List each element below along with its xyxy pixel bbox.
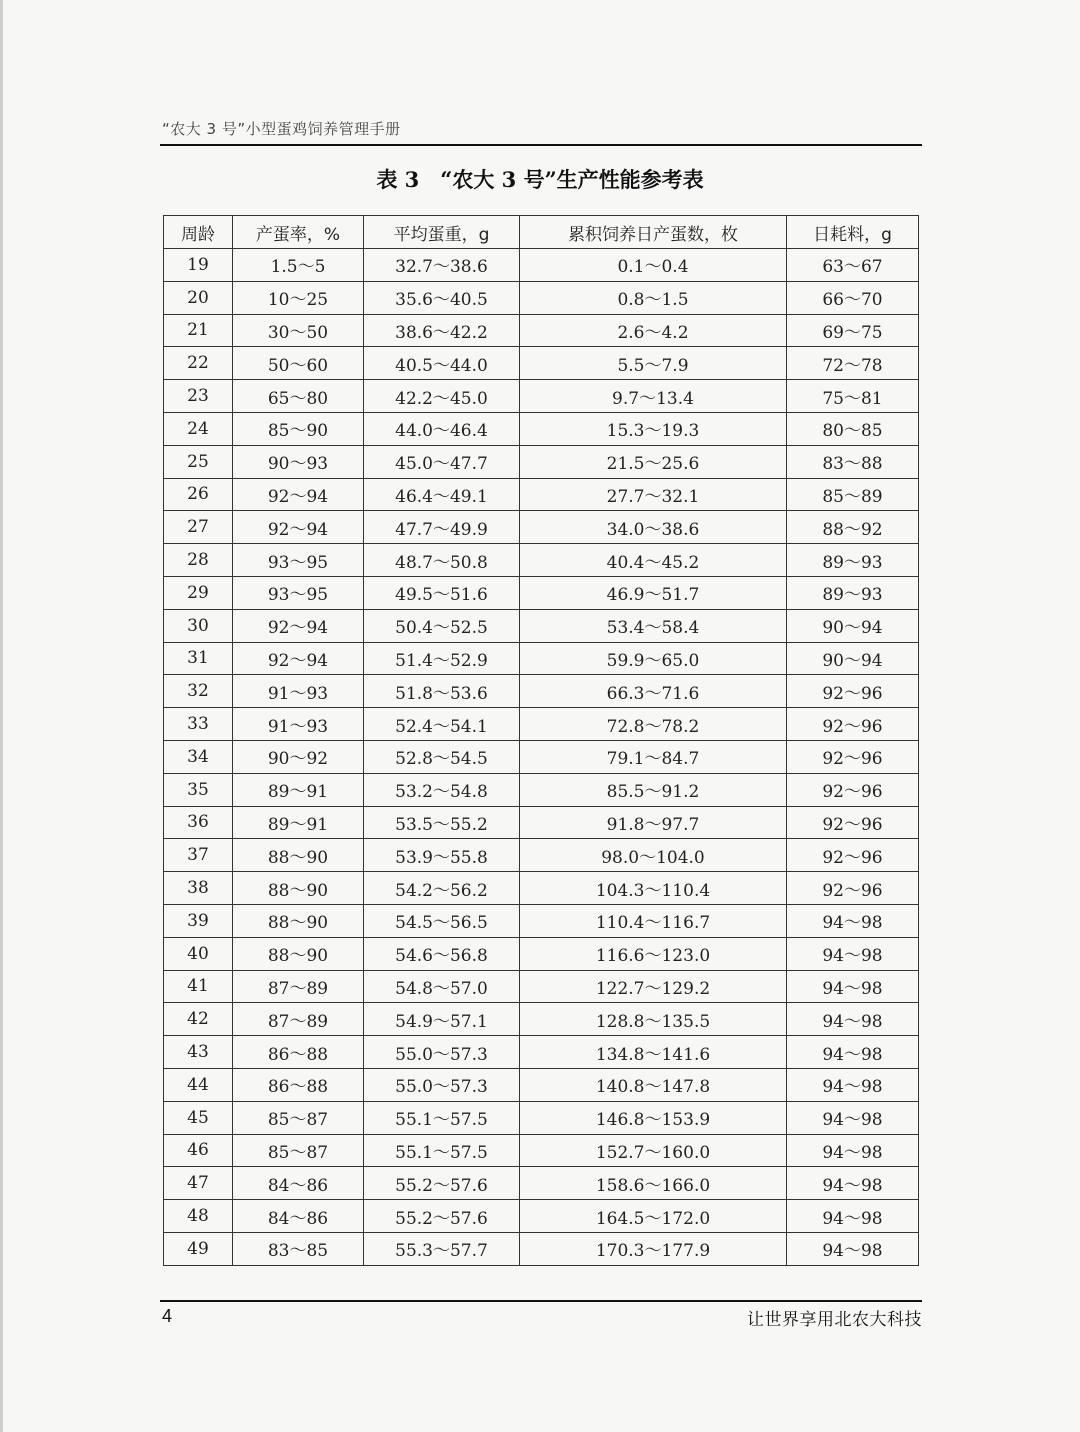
avg-egg-weight-cell: 55.2～57.6 — [364, 1167, 520, 1200]
daily-feed-cell: 94～98 — [787, 1101, 919, 1134]
laying-rate-cell: 90～92 — [233, 740, 364, 773]
footer-slogan: 让世界享用北农大科技 — [747, 1310, 922, 1330]
laying-rate-cell: 30～50 — [233, 314, 364, 347]
table-row — [164, 347, 919, 380]
daily-feed-cell: 94～98 — [787, 937, 919, 970]
table-row — [164, 1003, 919, 1036]
cumulative-eggs-cell: 85.5～91.2 — [520, 773, 787, 806]
laying-rate-cell: 65～80 — [233, 380, 364, 413]
laying-rate-cell: 10～25 — [233, 281, 364, 314]
laying-rate-cell: 88～90 — [233, 839, 364, 872]
laying-rate-cell: 88～90 — [233, 904, 364, 937]
avg-egg-weight-cell: 54.6～56.8 — [364, 937, 520, 970]
week-age-cell: 22 — [164, 347, 233, 380]
avg-egg-weight-cell: 47.7～49.9 — [364, 511, 520, 544]
table-row — [164, 314, 919, 347]
laying-rate-cell: 92～94 — [233, 642, 364, 675]
footer-rule — [160, 1300, 922, 1302]
header-cumulative-eggs: 累积饲养日产蛋数，枚 — [520, 216, 787, 249]
week-age-cell: 26 — [164, 478, 233, 511]
table-row — [164, 872, 919, 905]
daily-feed-cell: 83～88 — [787, 445, 919, 478]
header-laying-rate: 产蛋率，% — [233, 216, 364, 249]
table-row — [164, 1068, 919, 1101]
week-age-cell: 20 — [164, 281, 233, 314]
week-age-cell: 41 — [164, 970, 233, 1003]
table-row — [164, 1134, 919, 1167]
week-age-cell: 42 — [164, 1003, 233, 1036]
laying-rate-cell: 91～93 — [233, 708, 364, 741]
avg-egg-weight-cell: 49.5～51.6 — [364, 576, 520, 609]
week-age-cell: 21 — [164, 314, 233, 347]
table-row — [164, 445, 919, 478]
laying-rate-cell: 87～89 — [233, 1003, 364, 1036]
daily-feed-cell: 80～85 — [787, 412, 919, 445]
running-header: “农大 3 号”小型蛋鸡饲养管理手册 — [162, 120, 401, 138]
daily-feed-cell: 94～98 — [787, 970, 919, 1003]
table-row — [164, 609, 919, 642]
daily-feed-cell: 92～96 — [787, 773, 919, 806]
laying-rate-cell: 91～93 — [233, 675, 364, 708]
table-row — [164, 380, 919, 413]
cumulative-eggs-cell: 0.8～1.5 — [520, 281, 787, 314]
daily-feed-cell: 94～98 — [787, 1068, 919, 1101]
cumulative-eggs-cell: 59.9～65.0 — [520, 642, 787, 675]
cumulative-eggs-cell: 34.0～38.6 — [520, 511, 787, 544]
week-age-cell: 32 — [164, 675, 233, 708]
avg-egg-weight-cell: 42.2～45.0 — [364, 380, 520, 413]
table-row — [164, 1232, 919, 1265]
avg-egg-weight-cell: 53.9～55.8 — [364, 839, 520, 872]
avg-egg-weight-cell: 51.8～53.6 — [364, 675, 520, 708]
table-row — [164, 576, 919, 609]
week-age-cell: 27 — [164, 511, 233, 544]
laying-rate-cell: 85～87 — [233, 1101, 364, 1134]
cumulative-eggs-cell: 2.6～4.2 — [520, 314, 787, 347]
week-age-cell: 35 — [164, 773, 233, 806]
performance-table — [163, 215, 919, 1266]
table-title: 表 3 “农大 3 号”生产性能参考表 — [376, 167, 704, 192]
avg-egg-weight-cell: 46.4～49.1 — [364, 478, 520, 511]
page-edge-shadow — [0, 0, 3, 1432]
week-age-cell: 28 — [164, 544, 233, 577]
week-age-cell: 29 — [164, 576, 233, 609]
daily-feed-cell: 94～98 — [787, 1036, 919, 1069]
daily-feed-cell: 94～98 — [787, 1003, 919, 1036]
laying-rate-cell: 84～86 — [233, 1167, 364, 1200]
week-age-cell: 47 — [164, 1167, 233, 1200]
cumulative-eggs-cell: 72.8～78.2 — [520, 708, 787, 741]
week-age-cell: 39 — [164, 904, 233, 937]
daily-feed-cell: 92～96 — [787, 708, 919, 741]
laying-rate-cell: 83～85 — [233, 1232, 364, 1265]
daily-feed-cell: 89～93 — [787, 544, 919, 577]
table-row — [164, 478, 919, 511]
cumulative-eggs-cell: 128.8～135.5 — [520, 1003, 787, 1036]
daily-feed-cell: 92～96 — [787, 839, 919, 872]
table-row — [164, 970, 919, 1003]
week-age-cell: 25 — [164, 445, 233, 478]
laying-rate-cell: 88～90 — [233, 872, 364, 905]
laying-rate-cell: 86～88 — [233, 1068, 364, 1101]
table-row — [164, 773, 919, 806]
laying-rate-cell: 93～95 — [233, 544, 364, 577]
table-row — [164, 249, 919, 282]
table-row — [164, 412, 919, 445]
daily-feed-cell: 66～70 — [787, 281, 919, 314]
week-age-cell: 45 — [164, 1101, 233, 1134]
cumulative-eggs-cell: 140.8～147.8 — [520, 1068, 787, 1101]
table-row — [164, 1200, 919, 1233]
avg-egg-weight-cell: 55.3～57.7 — [364, 1232, 520, 1265]
week-age-cell: 33 — [164, 708, 233, 741]
daily-feed-cell: 85～89 — [787, 478, 919, 511]
cumulative-eggs-cell: 158.6～166.0 — [520, 1167, 787, 1200]
avg-egg-weight-cell: 50.4～52.5 — [364, 609, 520, 642]
laying-rate-cell: 85～90 — [233, 412, 364, 445]
avg-egg-weight-cell: 55.0～57.3 — [364, 1036, 520, 1069]
daily-feed-cell: 63～67 — [787, 249, 919, 282]
header-week-age: 周龄 — [164, 216, 233, 249]
cumulative-eggs-cell: 21.5～25.6 — [520, 445, 787, 478]
week-age-cell: 36 — [164, 806, 233, 839]
laying-rate-cell: 92～94 — [233, 511, 364, 544]
table-row — [164, 1101, 919, 1134]
avg-egg-weight-cell: 51.4～52.9 — [364, 642, 520, 675]
avg-egg-weight-cell: 53.5～55.2 — [364, 806, 520, 839]
cumulative-eggs-cell: 110.4～116.7 — [520, 904, 787, 937]
avg-egg-weight-cell: 35.6～40.5 — [364, 281, 520, 314]
laying-rate-cell: 87～89 — [233, 970, 364, 1003]
table-body — [164, 249, 919, 1266]
week-age-cell: 24 — [164, 412, 233, 445]
laying-rate-cell: 85～87 — [233, 1134, 364, 1167]
header-avg-egg-weight: 平均蛋重，g — [364, 216, 520, 249]
week-age-cell: 19 — [164, 249, 233, 282]
daily-feed-cell: 92～96 — [787, 872, 919, 905]
avg-egg-weight-cell: 38.6～42.2 — [364, 314, 520, 347]
daily-feed-cell: 92～96 — [787, 740, 919, 773]
cumulative-eggs-cell: 27.7～32.1 — [520, 478, 787, 511]
avg-egg-weight-cell: 52.8～54.5 — [364, 740, 520, 773]
daily-feed-cell: 75～81 — [787, 380, 919, 413]
table-header-row — [164, 216, 919, 249]
daily-feed-cell: 94～98 — [787, 1134, 919, 1167]
cumulative-eggs-cell: 116.6～123.0 — [520, 937, 787, 970]
laying-rate-cell: 92～94 — [233, 478, 364, 511]
week-age-cell: 48 — [164, 1200, 233, 1233]
table-row — [164, 740, 919, 773]
table-row — [164, 1036, 919, 1069]
avg-egg-weight-cell: 54.8～57.0 — [364, 970, 520, 1003]
table-row — [164, 839, 919, 872]
avg-egg-weight-cell: 44.0～46.4 — [364, 412, 520, 445]
cumulative-eggs-cell: 91.8～97.7 — [520, 806, 787, 839]
avg-egg-weight-cell: 55.0～57.3 — [364, 1068, 520, 1101]
avg-egg-weight-cell: 55.1～57.5 — [364, 1101, 520, 1134]
laying-rate-cell: 89～91 — [233, 806, 364, 839]
avg-egg-weight-cell: 52.4～54.1 — [364, 708, 520, 741]
laying-rate-cell: 92～94 — [233, 609, 364, 642]
avg-egg-weight-cell: 48.7～50.8 — [364, 544, 520, 577]
daily-feed-cell: 90～94 — [787, 609, 919, 642]
laying-rate-cell: 89～91 — [233, 773, 364, 806]
daily-feed-cell: 72～78 — [787, 347, 919, 380]
week-age-cell: 30 — [164, 609, 233, 642]
table-row — [164, 544, 919, 577]
avg-egg-weight-cell: 40.5～44.0 — [364, 347, 520, 380]
cumulative-eggs-cell: 146.8～153.9 — [520, 1101, 787, 1134]
week-age-cell: 37 — [164, 839, 233, 872]
daily-feed-cell: 94～98 — [787, 1200, 919, 1233]
table-row — [164, 675, 919, 708]
avg-egg-weight-cell: 54.2～56.2 — [364, 872, 520, 905]
cumulative-eggs-cell: 79.1～84.7 — [520, 740, 787, 773]
table-row — [164, 1167, 919, 1200]
avg-egg-weight-cell: 55.1～57.5 — [364, 1134, 520, 1167]
table-row — [164, 708, 919, 741]
week-age-cell: 43 — [164, 1036, 233, 1069]
daily-feed-cell: 94～98 — [787, 904, 919, 937]
table-row — [164, 281, 919, 314]
avg-egg-weight-cell: 53.2～54.8 — [364, 773, 520, 806]
table-row — [164, 511, 919, 544]
cumulative-eggs-cell: 122.7～129.2 — [520, 970, 787, 1003]
table-row — [164, 806, 919, 839]
table-row — [164, 937, 919, 970]
table-row — [164, 642, 919, 675]
avg-egg-weight-cell: 55.2～57.6 — [364, 1200, 520, 1233]
avg-egg-weight-cell: 54.9～57.1 — [364, 1003, 520, 1036]
cumulative-eggs-cell: 0.1～0.4 — [520, 249, 787, 282]
week-age-cell: 40 — [164, 937, 233, 970]
daily-feed-cell: 69～75 — [787, 314, 919, 347]
daily-feed-cell: 94～98 — [787, 1167, 919, 1200]
cumulative-eggs-cell: 104.3～110.4 — [520, 872, 787, 905]
cumulative-eggs-cell: 40.4～45.2 — [520, 544, 787, 577]
daily-feed-cell: 92～96 — [787, 806, 919, 839]
cumulative-eggs-cell: 46.9～51.7 — [520, 576, 787, 609]
cumulative-eggs-cell: 164.5～172.0 — [520, 1200, 787, 1233]
week-age-cell: 34 — [164, 740, 233, 773]
laying-rate-cell: 1.5～5 — [233, 249, 364, 282]
cumulative-eggs-cell: 9.7～13.4 — [520, 380, 787, 413]
avg-egg-weight-cell: 32.7～38.6 — [364, 249, 520, 282]
laying-rate-cell: 88～90 — [233, 937, 364, 970]
week-age-cell: 46 — [164, 1134, 233, 1167]
cumulative-eggs-cell: 53.4～58.4 — [520, 609, 787, 642]
laying-rate-cell: 86～88 — [233, 1036, 364, 1069]
header-daily-feed: 日耗料，g — [787, 216, 919, 249]
week-age-cell: 38 — [164, 872, 233, 905]
laying-rate-cell: 93～95 — [233, 576, 364, 609]
cumulative-eggs-cell: 66.3～71.6 — [520, 675, 787, 708]
page-number: 4 — [162, 1306, 173, 1326]
daily-feed-cell: 94～98 — [787, 1232, 919, 1265]
week-age-cell: 31 — [164, 642, 233, 675]
daily-feed-cell: 88～92 — [787, 511, 919, 544]
laying-rate-cell: 84～86 — [233, 1200, 364, 1233]
cumulative-eggs-cell: 152.7～160.0 — [520, 1134, 787, 1167]
cumulative-eggs-cell: 98.0～104.0 — [520, 839, 787, 872]
cumulative-eggs-cell: 5.5～7.9 — [520, 347, 787, 380]
header-rule — [160, 144, 922, 146]
cumulative-eggs-cell: 15.3～19.3 — [520, 412, 787, 445]
avg-egg-weight-cell: 54.5～56.5 — [364, 904, 520, 937]
week-age-cell: 23 — [164, 380, 233, 413]
avg-egg-weight-cell: 45.0～47.7 — [364, 445, 520, 478]
week-age-cell: 44 — [164, 1068, 233, 1101]
daily-feed-cell: 89～93 — [787, 576, 919, 609]
laying-rate-cell: 50～60 — [233, 347, 364, 380]
cumulative-eggs-cell: 170.3～177.9 — [520, 1232, 787, 1265]
laying-rate-cell: 90～93 — [233, 445, 364, 478]
cumulative-eggs-cell: 134.8～141.6 — [520, 1036, 787, 1069]
table-row — [164, 904, 919, 937]
daily-feed-cell: 92～96 — [787, 675, 919, 708]
week-age-cell: 49 — [164, 1232, 233, 1265]
daily-feed-cell: 90～94 — [787, 642, 919, 675]
